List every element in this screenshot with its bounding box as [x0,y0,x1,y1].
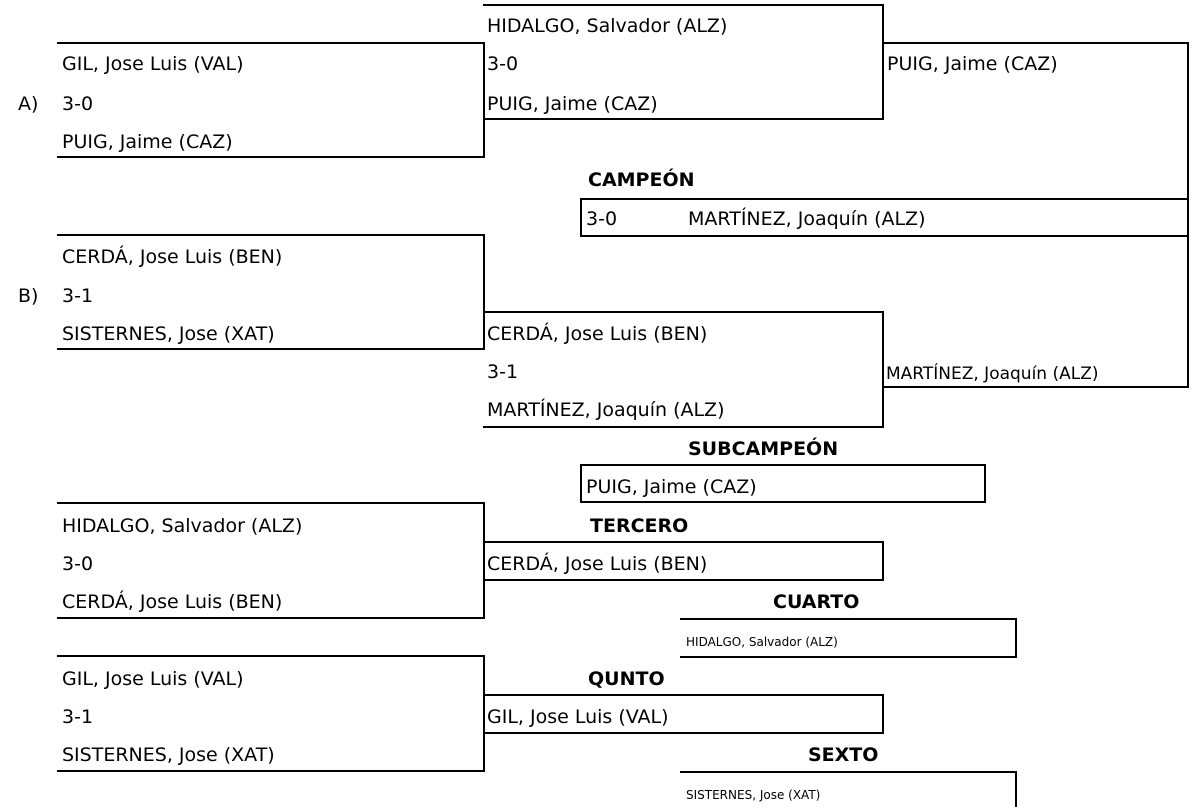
bracket-line [680,656,1017,658]
lower-score: 3-1 [487,361,519,383]
bracket-line [984,464,986,503]
runner-up-title: SUBCAMPEÓN [688,438,839,460]
semifinal-b-score: 3-1 [62,285,94,307]
sixth-title: SEXTO [808,744,879,766]
bracket-line [483,426,884,428]
bracket-line [57,348,485,350]
bracket-line [57,770,485,772]
bracket-line [57,234,485,236]
final-score: 3-0 [586,208,618,230]
bracket-line [57,617,485,619]
semifinal-a-player-2: PUIG, Jaime (CAZ) [62,131,233,153]
lower-player-2: MARTÍNEZ, Joaquín (ALZ) [487,399,725,421]
bracket-line [57,42,485,44]
bracket-line [882,541,884,581]
bracket-line [483,118,884,120]
bracket-line [580,501,986,503]
fourth-title: CUARTO [773,591,860,613]
runner-up-name: PUIG, Jaime (CAZ) [586,476,757,498]
upper-player-1: HIDALGO, Salvador (ALZ) [487,15,728,37]
bracket-line [483,655,485,772]
third-name: CERDÁ, Jose Luis (BEN) [487,553,708,575]
lower-winner: MARTÍNEZ, Joaquín (ALZ) [886,364,1099,384]
bracket-line [483,502,485,619]
fifth-title: QUNTO [588,668,665,690]
semifinal-a-label: A) [18,93,39,115]
upper-score: 3-0 [487,53,519,75]
bracket-line [1187,42,1189,388]
bracket-line [580,235,1187,237]
semifinal-b-player-1: CERDÁ, Jose Luis (BEN) [62,246,283,268]
bracket-line [882,42,1189,44]
bracket-line [882,4,884,120]
third-match-score: 3-0 [62,553,94,575]
bracket-line [483,311,884,313]
semifinal-b-label: B) [18,285,39,307]
bracket-line [57,502,485,504]
bracket-line [680,618,1017,620]
semifinal-b-player-2: SISTERNES, Jose (XAT) [62,323,275,345]
bracket-line [580,464,582,503]
bracket-line [1015,771,1017,807]
champion-name: MARTÍNEZ, Joaquín (ALZ) [688,208,926,230]
bracket-line [882,386,1189,388]
third-match-player-1: HIDALGO, Salvador (ALZ) [62,515,303,537]
bracket-line [57,655,485,657]
sixth-name: SISTERNES, Jose (XAT) [686,788,821,802]
third-title: TERCERO [590,515,689,537]
bracket-line [580,198,1187,200]
bracket-line [483,579,884,581]
bracket-line [1015,618,1017,658]
semifinal-a-player-1: GIL, Jose Luis (VAL) [62,53,244,75]
bracket-line [483,234,485,350]
bracket-line [580,464,986,466]
fourth-name: HIDALGO, Salvador (ALZ) [686,635,838,649]
upper-winner: PUIG, Jaime (CAZ) [887,53,1058,75]
bracket-line [483,732,884,734]
bracket-line [483,42,485,158]
fifth-match-score: 3-1 [62,706,94,728]
bracket-line [57,156,485,158]
fifth-match-player-2: SISTERNES, Jose (XAT) [62,744,275,766]
bracket-line [483,4,884,6]
third-match-player-2: CERDÁ, Jose Luis (BEN) [62,591,283,613]
bracket-line [483,694,884,696]
lower-player-1: CERDÁ, Jose Luis (BEN) [487,323,708,345]
bracket-line [882,694,884,734]
fifth-name: GIL, Jose Luis (VAL) [487,706,669,728]
fifth-match-player-1: GIL, Jose Luis (VAL) [62,668,244,690]
champion-title: CAMPEÓN [588,169,695,191]
bracket-line [882,311,884,428]
bracket-line [483,541,884,543]
semifinal-a-score: 3-0 [62,93,94,115]
upper-player-2: PUIG, Jaime (CAZ) [487,93,658,115]
bracket-line [680,771,1017,773]
bracket-line [580,198,582,237]
